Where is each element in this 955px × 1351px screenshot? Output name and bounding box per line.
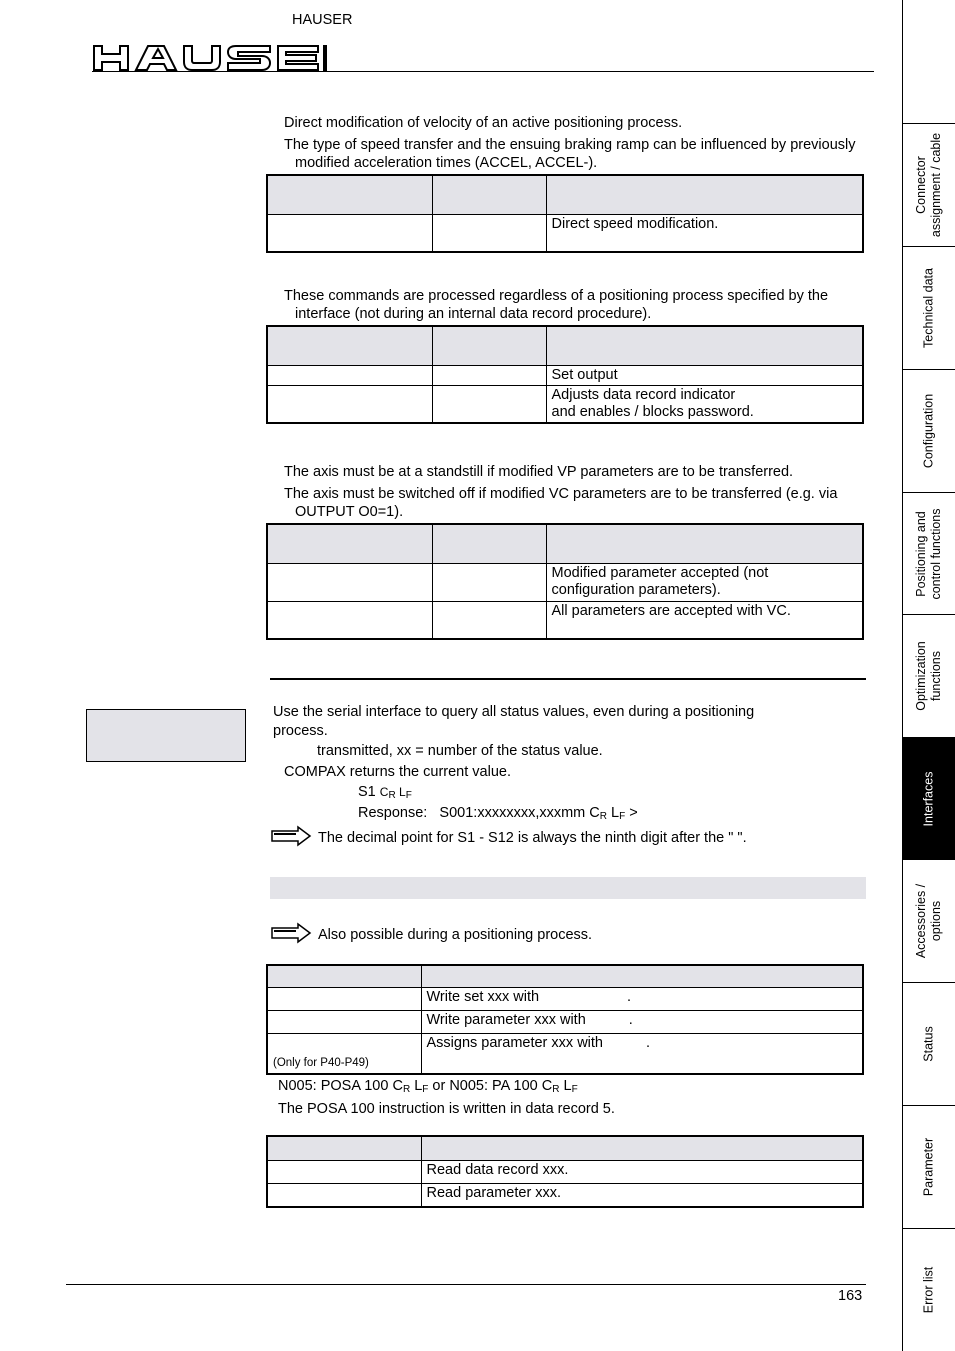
status-ex2-value: S001:xxxxxxxx,xxxmm — [439, 805, 586, 821]
sidebar-tab-parameter-label: Parameter — [921, 1137, 936, 1197]
status-line2: process. — [273, 723, 328, 739]
sidebar-tab-optimization[interactable] — [903, 615, 955, 738]
sidebar-tab-positioning-label: Positioning and control functions — [914, 507, 943, 600]
margin-heading-box — [86, 709, 246, 762]
sidebar-tab-interfaces-label: Interfaces — [921, 771, 936, 826]
write-row2-b: . — [628, 1011, 633, 1028]
status-example2: Response: S001:xxxxxxxx,xxxmm $C_R$ $L_F$ > — [358, 805, 638, 822]
sidebar-tab-technical-data[interactable] — [903, 247, 955, 370]
status-line3: transmitted, xx = number of the status value. — [317, 743, 603, 759]
sec3-line2: The axis must be switched off if modified VC parameters are to be transferred (e.g. via OUTPUT O0=1). — [284, 486, 838, 520]
sidebar-tab-accessories-label: Accessories / options — [914, 883, 943, 959]
sidebar-tab-error-list[interactable] — [903, 1229, 955, 1351]
write-row3-a: Assigns parameter xxx with — [426, 1034, 603, 1051]
sec2-row2-desc-a: Adjusts data record indicator — [551, 386, 736, 403]
sec3-row2-desc: All parameters are accepted with VC. — [546, 601, 863, 639]
write-example-desc: The POSA 100 instruction is written in data record 5. — [278, 1101, 615, 1117]
write-row3-b: . — [645, 1034, 651, 1051]
chapter-sidebar — [902, 0, 954, 1351]
sidebar-tab-optimization-label: Optimization functions — [914, 641, 943, 711]
sec3-row1-desc-a: Modified parameter accepted (not — [551, 564, 769, 581]
header-rule — [92, 71, 874, 72]
read-row2: Read parameter xxx. — [421, 1184, 863, 1207]
write-example: N005: POSA 100 $C_R$ $L_F$ or N005: PA 100 $C_R$ $L_F$ — [278, 1078, 578, 1095]
sec2-row1-desc: Set output — [546, 365, 863, 385]
sec3-row1-desc-b: configuration parameters). — [551, 581, 721, 598]
sec3-line1: The axis must be at a standstill if modified VP parameters are to be transferred. — [284, 464, 794, 480]
sidebar-tab-connector-label: Connector assignment / cable — [914, 132, 943, 238]
sidebar-tab-technical-data-label: Technical data — [921, 268, 936, 348]
subheading-band — [270, 877, 866, 899]
sec3-table — [266, 523, 864, 640]
sidebar-tab-accessories[interactable] — [903, 860, 955, 983]
status-note: The decimal point for S1 - S12 is always the ninth digit after the " ". — [318, 830, 747, 846]
read-row1: Read data record xxx. — [421, 1160, 863, 1183]
status-ex2-suffix: > — [629, 805, 638, 821]
status-line1: Use the serial interface to query all status values, even during a positioning — [273, 704, 755, 720]
sec1-table — [266, 174, 864, 253]
section-rule — [270, 678, 866, 680]
sec1-line2: The type of speed transfer and the ensuing braking ramp can be influenced by previously modified acceleration times (ACCEL, ACCEL-). — [284, 137, 856, 171]
write-row2-a: Write parameter xxx with — [426, 1011, 586, 1028]
hint-hand-icon-2 — [270, 922, 312, 944]
write-row1-b: . — [627, 988, 632, 1005]
logo-text: HAUSER — [292, 12, 353, 28]
footer-rule — [66, 1284, 866, 1285]
status-ex1-cmd: S1 — [358, 784, 376, 800]
sidebar-tab-positioning[interactable] — [903, 493, 955, 615]
sidebar-tab-configuration[interactable] — [903, 370, 955, 493]
sec2-row2-desc-b: and enables / blocks password. — [551, 403, 754, 420]
status-example1: S1 $C_R$ $L_F$ — [358, 784, 412, 801]
write-note: Also possible during a positioning process. — [318, 927, 593, 943]
sidebar-tab-status[interactable] — [903, 983, 955, 1106]
status-line4: COMPAX returns the current value. — [284, 764, 511, 780]
sidebar-tab-status-label: Status — [921, 1026, 936, 1062]
sidebar-tab-connector[interactable] — [903, 124, 955, 247]
page-number: 163 — [838, 1288, 863, 1304]
hint-hand-icon — [270, 825, 312, 847]
sidebar-tab-error-list-label: Error list — [921, 1266, 936, 1314]
sec2-line1: These commands are processed regardless of a positioning process specified by the interface (not during an internal data record procedure). — [284, 288, 829, 322]
sec1-table-desc: Direct speed modification. — [546, 214, 863, 252]
sidebar-tab-parameter[interactable] — [903, 1106, 955, 1229]
write-example-b: or N005: PA 100 — [432, 1078, 538, 1094]
hauser-logo — [92, 12, 353, 72]
sec2-table — [266, 325, 864, 424]
write-table — [266, 964, 864, 1075]
write-example-a: N005: POSA 100 — [278, 1078, 389, 1094]
sidebar-tab-configuration-label: Configuration — [921, 393, 936, 469]
sec1-line1: Direct modification of velocity of an active positioning process. — [284, 115, 683, 131]
status-ex2-prefix: Response: — [358, 805, 428, 821]
read-table — [266, 1135, 864, 1208]
write-row1-a: Write set xxx with — [426, 988, 540, 1005]
sidebar-tab-blank — [903, 0, 955, 124]
sidebar-tab-interfaces[interactable] — [903, 738, 955, 860]
write-row3-note: (Only for P40-P49) — [273, 1057, 369, 1069]
